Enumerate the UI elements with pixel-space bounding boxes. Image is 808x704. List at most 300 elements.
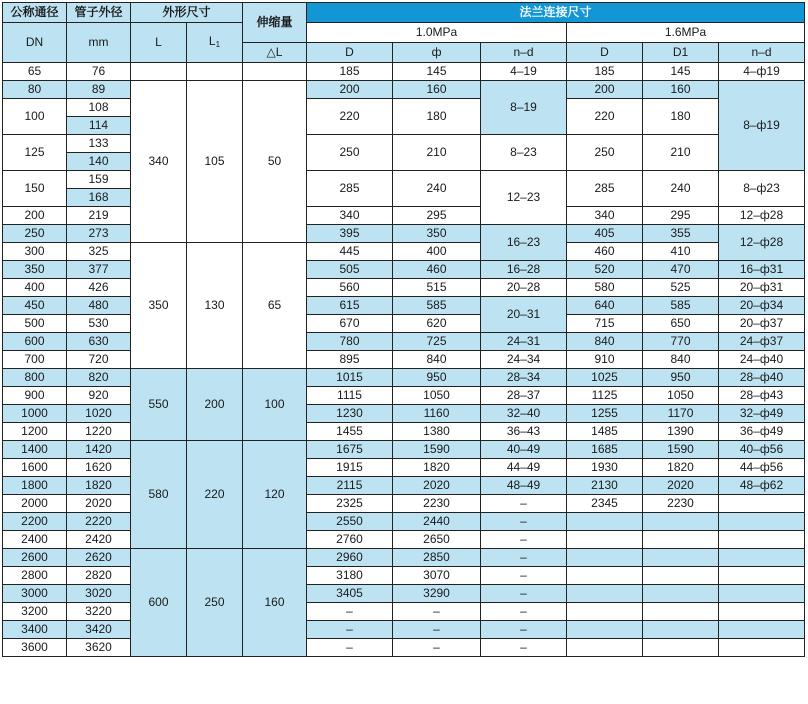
cell-p16-D xyxy=(567,531,643,549)
cell-dn: 2200 xyxy=(3,513,67,531)
cell-p10-D: 220 xyxy=(307,99,393,135)
header-flange-connection: 法兰连接尺寸 xyxy=(307,3,805,23)
cell-p10-phi: 460 xyxy=(393,261,481,279)
cell-pipe-od: 108 xyxy=(67,99,131,117)
cell-p10-D: 285 xyxy=(307,171,393,207)
cell-p10-phi: 2440 xyxy=(393,513,481,531)
cell-pipe-od: 820 xyxy=(67,369,131,387)
header-L1 xyxy=(187,23,243,63)
cell-pipe-od: 3420 xyxy=(67,621,131,639)
table-row xyxy=(3,99,805,117)
cell-dn: 100 xyxy=(3,99,67,135)
cell-p16-D: 520 xyxy=(567,261,643,279)
cell-dn: 3600 xyxy=(3,639,67,657)
cell-p10-nd: 40–49 xyxy=(481,441,567,459)
cell-p16-D: 460 xyxy=(567,243,643,261)
cell-p10-D: 185 xyxy=(307,63,393,81)
cell-dn: 80 xyxy=(3,81,67,99)
cell-p16-nd: 48–ф62 xyxy=(719,477,805,495)
cell-p10-phi: 2230 xyxy=(393,495,481,513)
cell-p16-nd xyxy=(719,639,805,657)
cell-p16-nd xyxy=(719,603,805,621)
cell-p10-D: 445 xyxy=(307,243,393,261)
table-row xyxy=(3,441,805,459)
cell-p16-nd: 40–ф56 xyxy=(719,441,805,459)
cell-p10-nd: 48–49 xyxy=(481,477,567,495)
cell-p16-D: 200 xyxy=(567,81,643,99)
cell-p16-D1: 145 xyxy=(643,63,719,81)
cell-p16-D xyxy=(567,621,643,639)
flange-spec-table xyxy=(2,2,805,657)
cell-dn: 2800 xyxy=(3,567,67,585)
cell-p10-D: 3405 xyxy=(307,585,393,603)
cell-p10-D: – xyxy=(307,639,393,657)
cell-pipe-od: 1820 xyxy=(67,477,131,495)
header-pressure-1-6: 1.6MPa xyxy=(567,23,805,43)
cell-p16-nd xyxy=(719,549,805,567)
header-delta-L: △L xyxy=(243,43,307,63)
cell-p16-D: 840 xyxy=(567,333,643,351)
table-row xyxy=(3,243,805,261)
header-outer-dims: 外形尺寸 xyxy=(131,3,243,23)
table-row xyxy=(3,639,805,657)
table-row xyxy=(3,459,805,477)
cell-p10-nd: 28–37 xyxy=(481,387,567,405)
header-pipe-od: 管子外径 xyxy=(67,3,131,23)
cell-p10-D: 200 xyxy=(307,81,393,99)
cell-pipe-od: 114 xyxy=(67,117,131,135)
cell-p16-D1 xyxy=(643,531,719,549)
cell-p16-nd xyxy=(719,621,805,639)
table-row xyxy=(3,207,805,225)
cell-L1: 105 xyxy=(187,81,243,243)
cell-p16-nd: 8–ф19 xyxy=(719,81,805,171)
cell-p10-phi: 515 xyxy=(393,279,481,297)
table-row xyxy=(3,495,805,513)
cell-p16-D1 xyxy=(643,513,719,531)
cell-dn: 2000 xyxy=(3,495,67,513)
cell-p10-phi: 160 xyxy=(393,81,481,99)
cell-L1: 250 xyxy=(187,549,243,657)
cell-p16-nd: 12–ф28 xyxy=(719,225,805,261)
cell-p10-phi: 180 xyxy=(393,99,481,135)
cell-p10-D: – xyxy=(307,621,393,639)
cell-p10-D: – xyxy=(307,603,393,621)
table-row xyxy=(3,549,805,567)
table-row xyxy=(3,387,805,405)
cell-p16-nd xyxy=(719,495,805,513)
cell-p10-nd: 32–40 xyxy=(481,405,567,423)
cell-pipe-od: 3020 xyxy=(67,585,131,603)
cell-p10-nd: – xyxy=(481,621,567,639)
cell-p10-phi: 620 xyxy=(393,315,481,333)
cell-pipe-od: 630 xyxy=(67,333,131,351)
cell-L: 350 xyxy=(131,243,187,369)
cell-p16-D: 1685 xyxy=(567,441,643,459)
cell-p16-D xyxy=(567,567,643,585)
table-row xyxy=(3,315,805,333)
cell-p16-D1: 410 xyxy=(643,243,719,261)
cell-p16-D xyxy=(567,513,643,531)
header-p16-nd: n–d xyxy=(719,43,805,63)
cell-p10-phi: – xyxy=(393,639,481,657)
cell-pipe-od: 480 xyxy=(67,297,131,315)
cell-dn: 125 xyxy=(3,135,67,171)
cell-p16-nd: 20–ф37 xyxy=(719,315,805,333)
cell-p10-phi: 2850 xyxy=(393,549,481,567)
cell-pipe-od: 720 xyxy=(67,351,131,369)
cell-dn: 3000 xyxy=(3,585,67,603)
cell-dn: 250 xyxy=(3,225,67,243)
cell-p16-nd xyxy=(719,531,805,549)
header-p10-phi: ф xyxy=(393,43,481,63)
header-expansion: 伸缩量 xyxy=(243,3,307,43)
header-L1-main: L xyxy=(208,33,216,48)
cell-p16-nd: 32–ф49 xyxy=(719,405,805,423)
cell-p10-phi: 1160 xyxy=(393,405,481,423)
cell-p10-nd: – xyxy=(481,639,567,657)
cell-dn: 3200 xyxy=(3,603,67,621)
table-row xyxy=(3,135,805,153)
cell-L xyxy=(131,63,187,81)
cell-p16-nd xyxy=(719,585,805,603)
cell-L1: 220 xyxy=(187,441,243,549)
table-row xyxy=(3,261,805,279)
cell-p16-D: 285 xyxy=(567,171,643,207)
table-row xyxy=(3,171,805,189)
cell-p10-nd: – xyxy=(481,585,567,603)
cell-p10-D: 670 xyxy=(307,315,393,333)
cell-p16-nd: 28–ф43 xyxy=(719,387,805,405)
cell-p10-D: 1455 xyxy=(307,423,393,441)
cell-expansion: 100 xyxy=(243,369,307,441)
cell-p10-nd: – xyxy=(481,603,567,621)
cell-p16-D1: 1590 xyxy=(643,441,719,459)
cell-pipe-od: 3620 xyxy=(67,639,131,657)
cell-pipe-od: 89 xyxy=(67,81,131,99)
cell-L1: 130 xyxy=(187,243,243,369)
table-row xyxy=(3,333,805,351)
cell-p16-D: 2345 xyxy=(567,495,643,513)
cell-p10-D: 780 xyxy=(307,333,393,351)
cell-p10-phi: 350 xyxy=(393,225,481,243)
cell-pipe-od: 1020 xyxy=(67,405,131,423)
cell-expansion xyxy=(243,63,307,81)
cell-pipe-od: 3220 xyxy=(67,603,131,621)
cell-dn: 350 xyxy=(3,261,67,279)
cell-p16-nd: 16–ф31 xyxy=(719,261,805,279)
cell-p10-D: 1915 xyxy=(307,459,393,477)
header-p16-D: D xyxy=(567,43,643,63)
cell-dn: 300 xyxy=(3,243,67,261)
cell-p16-D1: 525 xyxy=(643,279,719,297)
cell-pipe-od: 2220 xyxy=(67,513,131,531)
cell-p10-nd: 20–31 xyxy=(481,297,567,333)
cell-p16-nd xyxy=(719,567,805,585)
cell-p10-nd: 44–49 xyxy=(481,459,567,477)
cell-p10-nd: 36–43 xyxy=(481,423,567,441)
cell-p16-D1: 1170 xyxy=(643,405,719,423)
cell-p10-phi: 840 xyxy=(393,351,481,369)
cell-dn: 600 xyxy=(3,333,67,351)
cell-p10-nd: 12–23 xyxy=(481,171,567,225)
cell-p10-phi: 240 xyxy=(393,171,481,207)
cell-pipe-od: 1620 xyxy=(67,459,131,477)
cell-p16-D1 xyxy=(643,549,719,567)
cell-pipe-od: 168 xyxy=(67,189,131,207)
cell-p10-nd: 8–19 xyxy=(481,81,567,135)
table-row xyxy=(3,405,805,423)
cell-L: 580 xyxy=(131,441,187,549)
cell-p10-D: 2115 xyxy=(307,477,393,495)
cell-L1: 200 xyxy=(187,369,243,441)
cell-p10-nd: – xyxy=(481,549,567,567)
cell-p10-D: 560 xyxy=(307,279,393,297)
cell-pipe-od: 920 xyxy=(67,387,131,405)
cell-dn: 1800 xyxy=(3,477,67,495)
cell-p16-D1: 295 xyxy=(643,207,719,225)
cell-dn: 2400 xyxy=(3,531,67,549)
cell-p16-nd: 24–ф37 xyxy=(719,333,805,351)
cell-p16-nd: 8–ф23 xyxy=(719,171,805,207)
cell-p16-D1 xyxy=(643,567,719,585)
cell-p16-D1: 1820 xyxy=(643,459,719,477)
cell-p10-D: 250 xyxy=(307,135,393,171)
header-p16-D1: D1 xyxy=(643,43,719,63)
cell-pipe-od: 325 xyxy=(67,243,131,261)
cell-p16-D: 2130 xyxy=(567,477,643,495)
cell-p16-nd: 36–ф49 xyxy=(719,423,805,441)
cell-p16-D: 250 xyxy=(567,135,643,171)
cell-p16-nd: 24–ф40 xyxy=(719,351,805,369)
cell-p16-D: 715 xyxy=(567,315,643,333)
cell-L: 600 xyxy=(131,549,187,657)
cell-p16-D1: 840 xyxy=(643,351,719,369)
cell-p10-nd: – xyxy=(481,531,567,549)
cell-expansion: 50 xyxy=(243,81,307,243)
cell-p10-phi: 585 xyxy=(393,297,481,315)
cell-p10-phi: 1820 xyxy=(393,459,481,477)
table-row xyxy=(3,225,805,243)
cell-L1 xyxy=(187,63,243,81)
cell-pipe-od: 2820 xyxy=(67,567,131,585)
cell-p16-nd: 20–ф31 xyxy=(719,279,805,297)
cell-dn: 1400 xyxy=(3,441,67,459)
cell-expansion: 120 xyxy=(243,441,307,549)
cell-pipe-od: 2020 xyxy=(67,495,131,513)
cell-dn: 200 xyxy=(3,207,67,225)
table-row xyxy=(3,621,805,639)
cell-p16-D xyxy=(567,639,643,657)
cell-dn: 65 xyxy=(3,63,67,81)
cell-p16-D1: 210 xyxy=(643,135,719,171)
table-row xyxy=(3,369,805,387)
cell-p10-D: 615 xyxy=(307,297,393,315)
cell-p16-D1: 585 xyxy=(643,297,719,315)
cell-p16-D1 xyxy=(643,603,719,621)
cell-p16-D: 1485 xyxy=(567,423,643,441)
cell-p16-nd: 20–ф34 xyxy=(719,297,805,315)
table-row xyxy=(3,567,805,585)
cell-p10-D: 505 xyxy=(307,261,393,279)
header-dn: DN xyxy=(3,23,67,63)
cell-p10-phi: 2020 xyxy=(393,477,481,495)
table-row xyxy=(3,531,805,549)
cell-p16-D xyxy=(567,603,643,621)
cell-p10-D: 2550 xyxy=(307,513,393,531)
cell-p10-nd: 16–23 xyxy=(481,225,567,261)
cell-p16-D1: 240 xyxy=(643,171,719,207)
cell-p16-D1: 470 xyxy=(643,261,719,279)
cell-p10-D: 1115 xyxy=(307,387,393,405)
cell-p10-nd: – xyxy=(481,513,567,531)
cell-p10-phi: 3070 xyxy=(393,567,481,585)
cell-dn: 2600 xyxy=(3,549,67,567)
cell-p10-phi: 1050 xyxy=(393,387,481,405)
table-row xyxy=(3,513,805,531)
cell-p10-D: 895 xyxy=(307,351,393,369)
cell-p10-D: 2760 xyxy=(307,531,393,549)
cell-p16-nd xyxy=(719,513,805,531)
table-row xyxy=(3,297,805,315)
cell-dn: 3400 xyxy=(3,621,67,639)
cell-p16-D: 640 xyxy=(567,297,643,315)
cell-L: 550 xyxy=(131,369,187,441)
cell-pipe-od: 530 xyxy=(67,315,131,333)
table-row xyxy=(3,351,805,369)
cell-dn: 1200 xyxy=(3,423,67,441)
cell-p10-D: 1015 xyxy=(307,369,393,387)
cell-pipe-od: 1220 xyxy=(67,423,131,441)
header-L1-sub: 1 xyxy=(215,39,221,49)
cell-dn: 1000 xyxy=(3,405,67,423)
cell-p10-phi: 950 xyxy=(393,369,481,387)
cell-L: 340 xyxy=(131,81,187,243)
table-row xyxy=(3,63,805,81)
cell-dn: 400 xyxy=(3,279,67,297)
cell-p10-phi: 400 xyxy=(393,243,481,261)
cell-pipe-od: 2420 xyxy=(67,531,131,549)
cell-p16-D: 1930 xyxy=(567,459,643,477)
header-mm: mm xyxy=(67,23,131,63)
cell-pipe-od: 140 xyxy=(67,153,131,171)
cell-dn: 450 xyxy=(3,297,67,315)
cell-pipe-od: 159 xyxy=(67,171,131,189)
cell-dn: 900 xyxy=(3,387,67,405)
cell-p10-phi: 295 xyxy=(393,207,481,225)
header-L: L xyxy=(131,23,187,63)
cell-p10-phi: 210 xyxy=(393,135,481,171)
cell-dn: 150 xyxy=(3,171,67,207)
cell-p16-nd: 44–ф56 xyxy=(719,459,805,477)
cell-p16-D: 1255 xyxy=(567,405,643,423)
cell-p16-D1: 2230 xyxy=(643,495,719,513)
cell-p16-D: 405 xyxy=(567,225,643,243)
cell-pipe-od: 133 xyxy=(67,135,131,153)
cell-p10-phi: 1380 xyxy=(393,423,481,441)
table-row xyxy=(3,423,805,441)
cell-expansion: 160 xyxy=(243,549,307,657)
cell-dn: 800 xyxy=(3,369,67,387)
cell-p16-D: 580 xyxy=(567,279,643,297)
header-p10-D: D xyxy=(307,43,393,63)
cell-p16-D: 910 xyxy=(567,351,643,369)
cell-p10-phi: 3290 xyxy=(393,585,481,603)
cell-p16-D: 340 xyxy=(567,207,643,225)
cell-p10-nd: 16–28 xyxy=(481,261,567,279)
cell-pipe-od: 76 xyxy=(67,63,131,81)
cell-p16-D: 1125 xyxy=(567,387,643,405)
cell-p16-D1 xyxy=(643,639,719,657)
cell-p16-nd: 12–ф28 xyxy=(719,207,805,225)
cell-p16-nd: 4–ф19 xyxy=(719,63,805,81)
cell-p16-D1: 950 xyxy=(643,369,719,387)
cell-expansion: 65 xyxy=(243,243,307,369)
header-pressure-1-0: 1.0MPa xyxy=(307,23,567,43)
cell-p10-phi: 2650 xyxy=(393,531,481,549)
cell-pipe-od: 377 xyxy=(67,261,131,279)
cell-p10-nd: 28–34 xyxy=(481,369,567,387)
cell-p10-nd: – xyxy=(481,567,567,585)
table-row xyxy=(3,279,805,297)
cell-p10-D: 1675 xyxy=(307,441,393,459)
table-row xyxy=(3,603,805,621)
cell-dn: 1600 xyxy=(3,459,67,477)
cell-p10-nd: 8–23 xyxy=(481,135,567,171)
cell-p10-nd: 24–31 xyxy=(481,333,567,351)
cell-p10-nd: 20–28 xyxy=(481,279,567,297)
cell-p16-D: 185 xyxy=(567,63,643,81)
header-nominal-diameter: 公称通径 xyxy=(3,3,67,23)
cell-pipe-od: 273 xyxy=(67,225,131,243)
cell-p16-D: 1025 xyxy=(567,369,643,387)
cell-pipe-od: 1420 xyxy=(67,441,131,459)
cell-p16-D1 xyxy=(643,621,719,639)
cell-p10-D: 395 xyxy=(307,225,393,243)
cell-p16-D1: 770 xyxy=(643,333,719,351)
cell-p10-D: 2960 xyxy=(307,549,393,567)
cell-p10-phi: 1590 xyxy=(393,441,481,459)
cell-p16-D1: 1050 xyxy=(643,387,719,405)
cell-p16-D1: 355 xyxy=(643,225,719,243)
cell-p10-D: 2325 xyxy=(307,495,393,513)
table-row xyxy=(3,81,805,99)
cell-dn: 500 xyxy=(3,315,67,333)
table-row xyxy=(3,477,805,495)
cell-p16-D1: 160 xyxy=(643,81,719,99)
cell-p10-nd: 4–19 xyxy=(481,63,567,81)
cell-p10-nd: 24–34 xyxy=(481,351,567,369)
cell-p16-D: 220 xyxy=(567,99,643,135)
cell-p16-D1: 1390 xyxy=(643,423,719,441)
cell-p10-phi: 725 xyxy=(393,333,481,351)
cell-p16-D1: 180 xyxy=(643,99,719,135)
cell-p10-D: 340 xyxy=(307,207,393,225)
cell-dn: 700 xyxy=(3,351,67,369)
header-p10-nd: n–d xyxy=(481,43,567,63)
cell-pipe-od: 2620 xyxy=(67,549,131,567)
cell-pipe-od: 219 xyxy=(67,207,131,225)
cell-p16-nd: 28–ф40 xyxy=(719,369,805,387)
cell-p10-nd: – xyxy=(481,495,567,513)
cell-p16-D1: 650 xyxy=(643,315,719,333)
cell-p10-phi: – xyxy=(393,621,481,639)
cell-p10-phi: 145 xyxy=(393,63,481,81)
table-body xyxy=(3,63,805,657)
cell-p16-D1 xyxy=(643,585,719,603)
table-row xyxy=(3,585,805,603)
cell-pipe-od: 426 xyxy=(67,279,131,297)
